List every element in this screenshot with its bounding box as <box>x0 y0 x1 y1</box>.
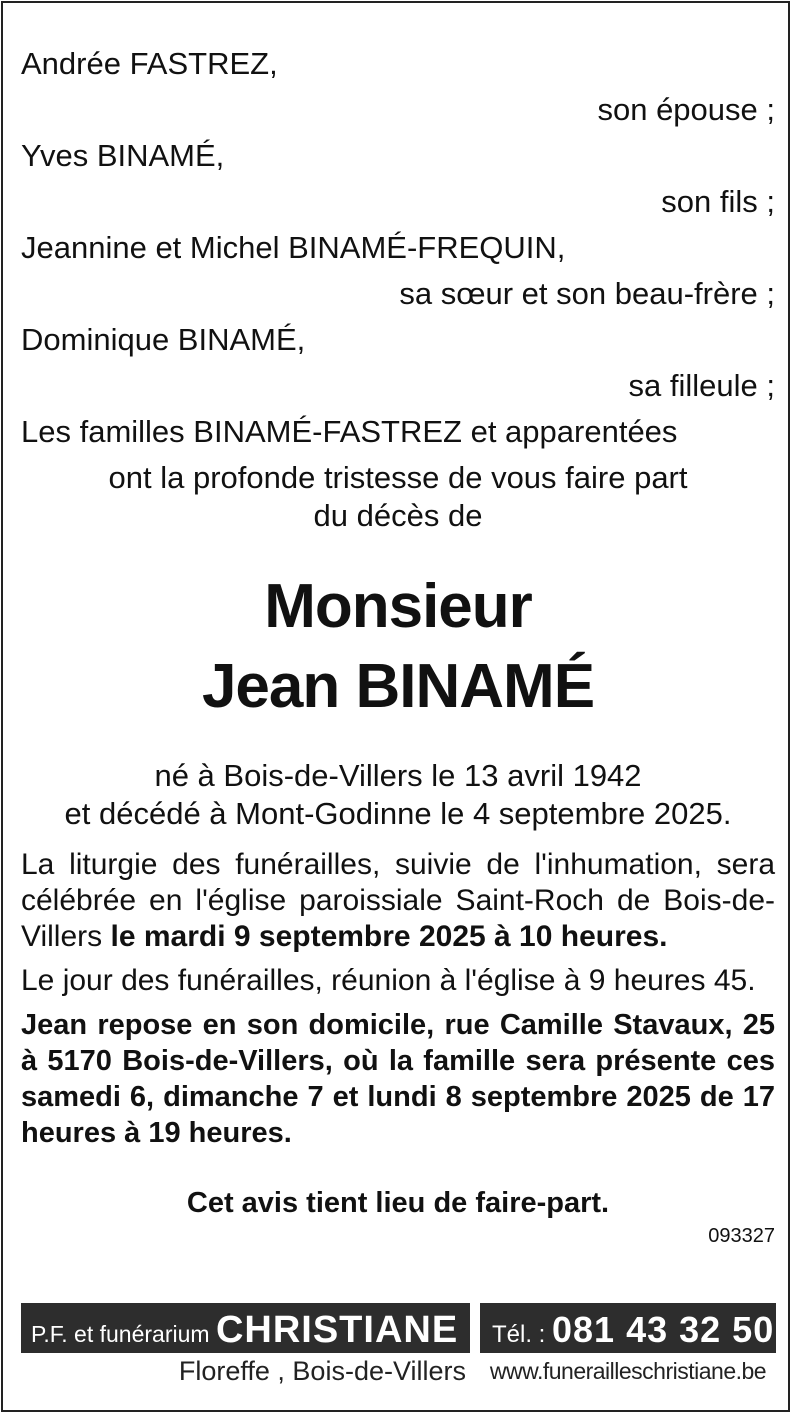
liturgy-date: le mardi 9 septembre 2025 à 10 heures. <box>110 920 668 953</box>
deceased-name: Jean BINAMÉ <box>201 652 595 721</box>
family-line-sister: Jeannine et Michel BINAMÉ-FREQUIN, <box>21 230 566 265</box>
funeral-home-contact <box>480 1303 776 1391</box>
family-line-goddaughter: Dominique BINAMÉ, <box>21 322 306 357</box>
funeral-home-prefix: P.F. et funérarium <box>31 1321 210 1347</box>
funeral-home-brand-name: CHRISTIANE <box>215 1309 459 1351</box>
funeral-home-locations: Floreffe , Bois-de-Villers <box>21 1353 470 1391</box>
liturgy-text: La liturgie des funérailles, suivie de l'inhumation, sera célébrée en l'église paroissiale Saint-Roch de Bois-de-Villers <box>21 848 775 953</box>
announcement-line-2: du décès de <box>313 498 483 533</box>
deceased-title: Monsieur <box>264 572 532 641</box>
notice-statement: Cet avis tient lieu de faire-part. <box>186 1187 610 1219</box>
phone-label: Tél. : <box>492 1321 546 1348</box>
birth-info: né à Bois-de-Villers le 13 avril 1942 <box>154 758 642 793</box>
relation-wife: son épouse ; <box>597 92 775 127</box>
family-line-families: Les familles BINAMÉ-FASTREZ et apparentées <box>21 414 678 449</box>
reference-number: 093327 <box>708 1225 775 1247</box>
obituary-notice <box>1 1 790 1412</box>
funeral-home-footer <box>21 1303 776 1391</box>
liturgy-paragraph <box>21 847 775 955</box>
announcement-line: ont la profonde tristesse de vous faire part <box>108 460 688 495</box>
family-line-son: Yves BINAMÉ, <box>21 138 225 173</box>
funeral-home-brand <box>21 1303 470 1391</box>
visitation-paragraph: Jean repose en son domicile, rue Camille Stavaux, 25 à 5170 Bois-de-Villers, où la famille sera présente ces samedi 6, dimanche 7 et lundi 8 septembre 2025 de 17 heures à 19 heures. <box>21 1009 775 1149</box>
phone-line <box>492 1309 774 1351</box>
phone-number[interactable]: 081 43 32 50 <box>552 1309 775 1350</box>
relation-sister: sa sœur et son beau-frère ; <box>399 276 775 311</box>
funeral-home-name <box>31 1309 458 1352</box>
notice-content <box>21 3 775 1248</box>
website-link[interactable]: www.funerailleschristiane.be <box>480 1353 776 1391</box>
death-info: et décédé à Mont-Godinne le 4 septembre 2025. <box>64 796 732 831</box>
relation-son: son fils ; <box>661 184 775 219</box>
relation-goddaughter: sa filleule ; <box>628 368 775 403</box>
family-line-wife: Andrée FASTREZ, <box>21 46 278 81</box>
meeting-paragraph: Le jour des funérailles, réunion à l'église à 9 heures 45. <box>21 964 756 997</box>
